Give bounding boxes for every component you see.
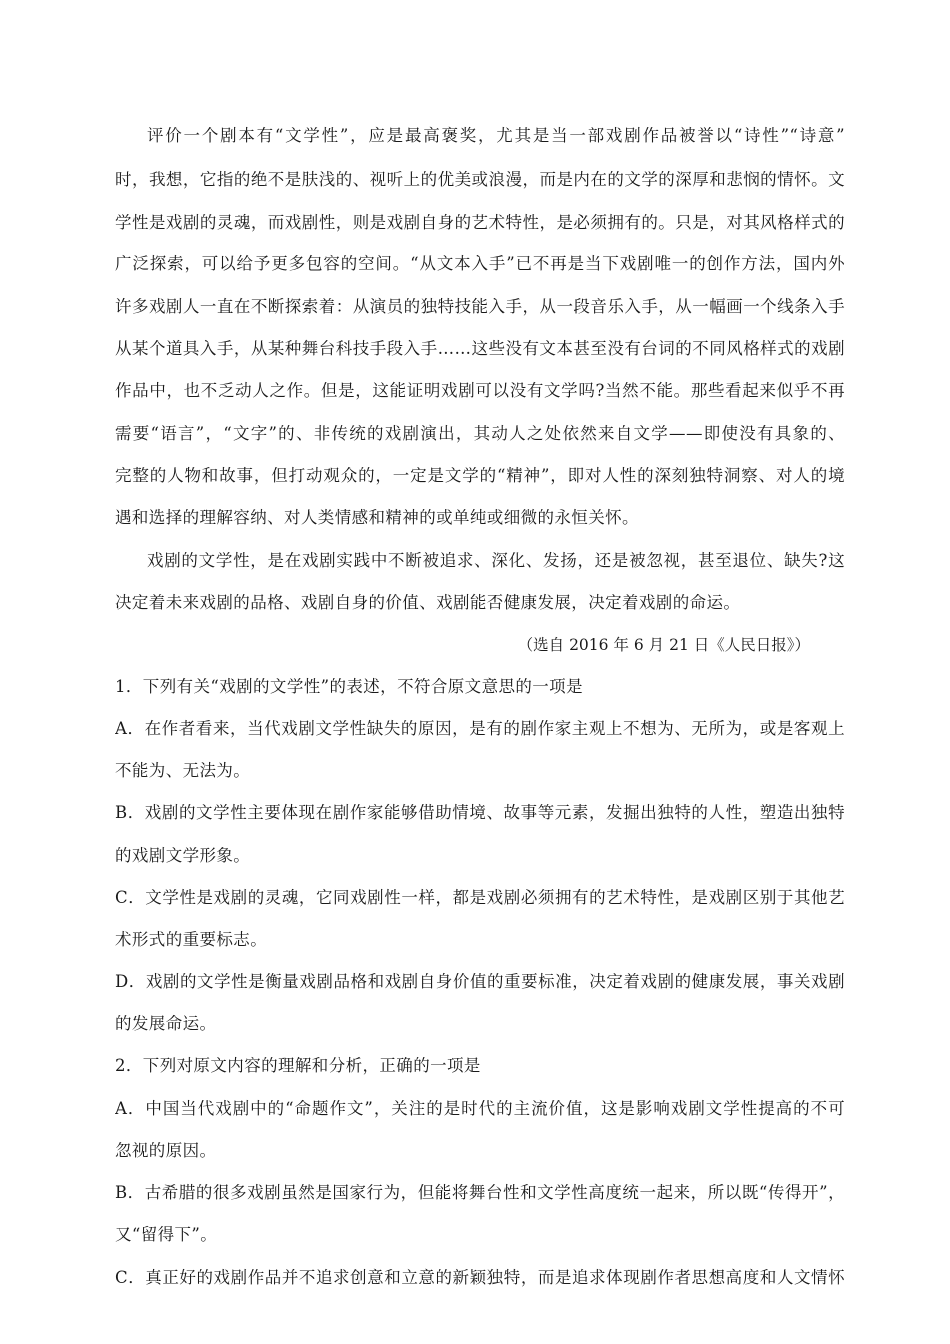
option-c-cont: 术形式的重要标志。	[115, 930, 268, 949]
option-d-cont: 的发展命运。	[115, 1014, 217, 1033]
option-c: C．文学性是戏剧的灵魂，它同戏剧性一样，都是戏剧必须拥有的艺术特性，是戏剧区别于其他艺	[115, 888, 845, 907]
passage-line: 时，我想，它指的绝不是肤浅的、视听上的优美或浪漫，而是内在的文学的深厚和悲悯的情怀。文	[115, 170, 845, 189]
option-a-cont: 不能为、无法为。	[115, 761, 251, 780]
option-d: D．戏剧的文学性是衡量戏剧品格和戏剧自身价值的重要标准，决定着戏剧的健康发展，事关戏剧	[115, 972, 845, 991]
passage-line: 完整的人物和故事，但打动观众的，一定是文学的“精神”，即对人性的深刻独特洞察、对人的境	[115, 466, 845, 485]
passage-line: 评价一个剧本有“文学性”，应是最高褒奖，尤其是当一部戏剧作品被誉以“诗性”“诗意”	[147, 126, 845, 145]
passage-line: 作品中，也不乏动人之作。但是，这能证明戏剧可以没有文学吗?当然不能。那些看起来似乎不再	[115, 381, 845, 400]
passage-line: 决定着未来戏剧的品格、戏剧自身的价值、戏剧能否健康发展，决定着戏剧的命运。	[115, 593, 741, 612]
passage-line: 戏剧的文学性，是在戏剧实践中不断被追求、深化、发扬，还是被忽视，甚至退位、缺失?这	[147, 551, 845, 570]
passage-line: 从某个道具入手，从某种舞台科技手段入手……这些没有文本甚至没有台词的不同风格样式的戏剧	[115, 339, 845, 358]
option-b: B．戏剧的文学性主要体现在剧作家能够借助情境、故事等元素，发掘出独特的人性，塑造出独特	[115, 803, 845, 822]
option-a: A．在作者看来，当代戏剧文学性缺失的原因，是有的剧作家主观上不想为、无所为，或是客观上	[115, 719, 845, 738]
option-c: C．真正好的戏剧作品并不追求创意和立意的新颖独特，而是追求体现剧作者思想高度和人文情怀	[115, 1268, 845, 1287]
passage-source: （选自 2016 年 6 月 21 日《人民日报》）	[517, 636, 810, 654]
option-b-cont: 又“留得下”。	[115, 1225, 218, 1244]
passage-line: 需要“语言”，“文字”的、非传统的戏剧演出，其动人之处依然来自文学——即使没有具象的、	[115, 424, 845, 443]
option-b: B．古希腊的很多戏剧虽然是国家行为，但能将舞台性和文学性高度统一起来，所以既“传得开”，	[115, 1183, 845, 1202]
passage-line: 学性是戏剧的灵魂，而戏剧性，则是戏剧自身的艺术特性，是必须拥有的。只是，对其风格样式的	[115, 213, 845, 232]
option-a: A．中国当代戏剧中的“命题作文”，关注的是时代的主流价值，这是影响戏剧文学性提高的不可	[115, 1099, 845, 1118]
passage-line: 许多戏剧人一直在不断探索着：从演员的独特技能入手，从一段音乐入手，从一幅画一个线条入手	[115, 297, 845, 316]
passage-line: 遇和选择的理解容纳、对人类情感和精神的或单纯或细微的永恒关怀。	[115, 508, 639, 527]
option-b-cont: 的戏剧文学形象。	[115, 846, 251, 865]
question-stem: 2．下列对原文内容的理解和分析，正确的一项是	[115, 1056, 481, 1075]
question-stem: 1．下列有关“戏剧的文学性”的表述，不符合原文意思的一项是	[115, 677, 583, 696]
passage-line: 广泛探索，可以给予更多包容的空间。“从文本入手”已不再是当下戏剧唯一的创作方法，国内外	[115, 254, 845, 273]
option-a-cont: 忽视的原因。	[115, 1141, 217, 1160]
